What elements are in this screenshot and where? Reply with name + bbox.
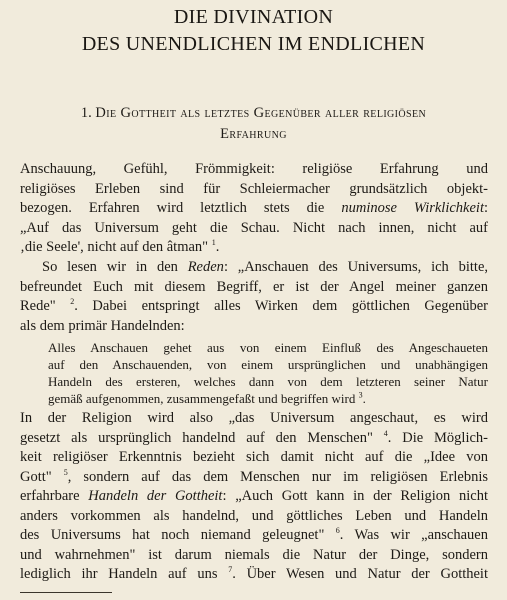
text-line <box>48 357 488 373</box>
text-line <box>48 374 488 390</box>
footnote-ref: 1 <box>211 238 216 248</box>
text-run: befreundet Euch mit diesem Begriff, er ist der Angel meiner ganzen <box>20 278 488 295</box>
emphasis: numinose Wirklichkeit <box>341 200 484 216</box>
text-run: „Auf das Universum geht die Schau. Nicht nach innen, nicht auf <box>20 219 488 236</box>
text-run: . Über Wesen und Natur der Gottheit <box>232 566 488 582</box>
text-line <box>20 449 488 466</box>
text-run: In der Religion wird also „das Universum angeschaut, es wird <box>20 410 488 426</box>
text-run: . <box>215 239 220 255</box>
text-line <box>20 508 488 525</box>
emphasis: Handeln der Gottheit <box>88 488 223 504</box>
text-line <box>20 181 488 198</box>
text-line <box>20 318 488 335</box>
text-run: anders vorkommen als handelnd, und göttliches Leben und Handeln <box>20 507 488 524</box>
text-run: . Die Möglich- <box>387 429 488 446</box>
text-line <box>48 340 488 356</box>
text-run: und wahrnehmen" ist darum niemals die Natur der Dinge, sondern <box>20 546 488 563</box>
text-run: : „Auch Gott kann in der Religion nicht <box>222 488 488 504</box>
section-heading-line-2 <box>0 124 507 145</box>
footnote-ref: 4 <box>383 428 388 438</box>
text-run: . Dabei entspringt alles Wirken dem göttlichen Gegenüber <box>74 298 488 314</box>
section-heading-text: Die Gottheit als letztes Gegenüber aller religiösen <box>95 105 427 121</box>
text-line <box>20 161 488 178</box>
chapter-title-line-1: DIE DIVINATION <box>173 6 334 28</box>
text-run: Alles Anschauen gehet aus von einem Einfluß des Angeschaueten <box>48 340 488 355</box>
section-heading-line-1 <box>0 103 507 124</box>
text-run: keit religiöser Erkenntnis bezieht sich damit nicht auf die „Idee von <box>20 449 488 465</box>
text-line <box>20 259 488 276</box>
text-run: , sondern auf das dem Menschen nur im religiösen Erlebnis <box>67 468 488 485</box>
text-run: Gott" <box>20 468 64 485</box>
text-line <box>20 200 488 217</box>
text-run: bezogen. Erfahren wird letztlich stets die <box>20 200 342 216</box>
footnote-ref: 5 <box>63 467 68 477</box>
text-line <box>20 410 488 427</box>
text-run: als dem primär Handelnden: <box>20 317 185 334</box>
footnote-ref: 7 <box>228 565 233 575</box>
text-run: religiöses Erleben sind für Schleiermacher grundsätzlich objekt- <box>20 180 488 197</box>
text-line <box>20 566 488 583</box>
text-line <box>20 239 488 256</box>
text-line <box>20 220 488 237</box>
text-run: des Universums hat noch niemand geleugnet" <box>20 527 336 543</box>
text-run: auf den Anschauenden, von einem ursprünglichen und unabhängigen <box>48 357 488 372</box>
text-line <box>48 391 488 407</box>
text-run: gemäß aufgenommen, zusammengefaßt und begriffen wird <box>48 391 359 406</box>
text-run: gesetzt als ursprünglich handelnd auf den Menschen" <box>20 429 384 446</box>
text-run: ‚die Seele', nicht auf den âtman" <box>20 239 212 255</box>
text-run: : <box>483 200 488 216</box>
text-run: : „Anschauen des Universums, ich bitte, <box>223 259 489 275</box>
text-line <box>20 488 488 505</box>
text-line <box>20 298 488 315</box>
chapter-title-line-2: DES UNENDLICHEN IM ENDLICHEN <box>81 33 426 55</box>
text-run: lediglich ihr Handeln auf uns <box>20 566 229 582</box>
footnote-ref: 2 <box>70 297 75 307</box>
text-run: . <box>362 391 366 406</box>
footnote-rule <box>20 592 112 593</box>
text-line <box>20 279 488 296</box>
section-heading-text-cont: Erfahrung <box>220 126 287 142</box>
text-run: Anschauung, Gefühl, Frömmigkeit: religiöse Erfahrung und <box>20 161 488 177</box>
footnote-ref: 3 <box>358 390 363 400</box>
text-run: Handeln des ersteren, welches dann von dem letzteren seiner Natur <box>48 374 488 389</box>
text-line <box>20 469 488 486</box>
text-line <box>20 527 488 544</box>
emphasis: Reden <box>187 259 224 275</box>
text-run: So lesen wir in den <box>42 259 188 275</box>
text-run: . Was wir „anschauen <box>339 527 488 543</box>
section-number: 1. <box>80 105 92 121</box>
text-run: erfahrbare <box>20 488 89 504</box>
text-line <box>20 547 488 564</box>
footnote-ref: 6 <box>335 526 340 536</box>
text-run: Rede" <box>20 298 71 314</box>
text-line <box>20 430 488 447</box>
